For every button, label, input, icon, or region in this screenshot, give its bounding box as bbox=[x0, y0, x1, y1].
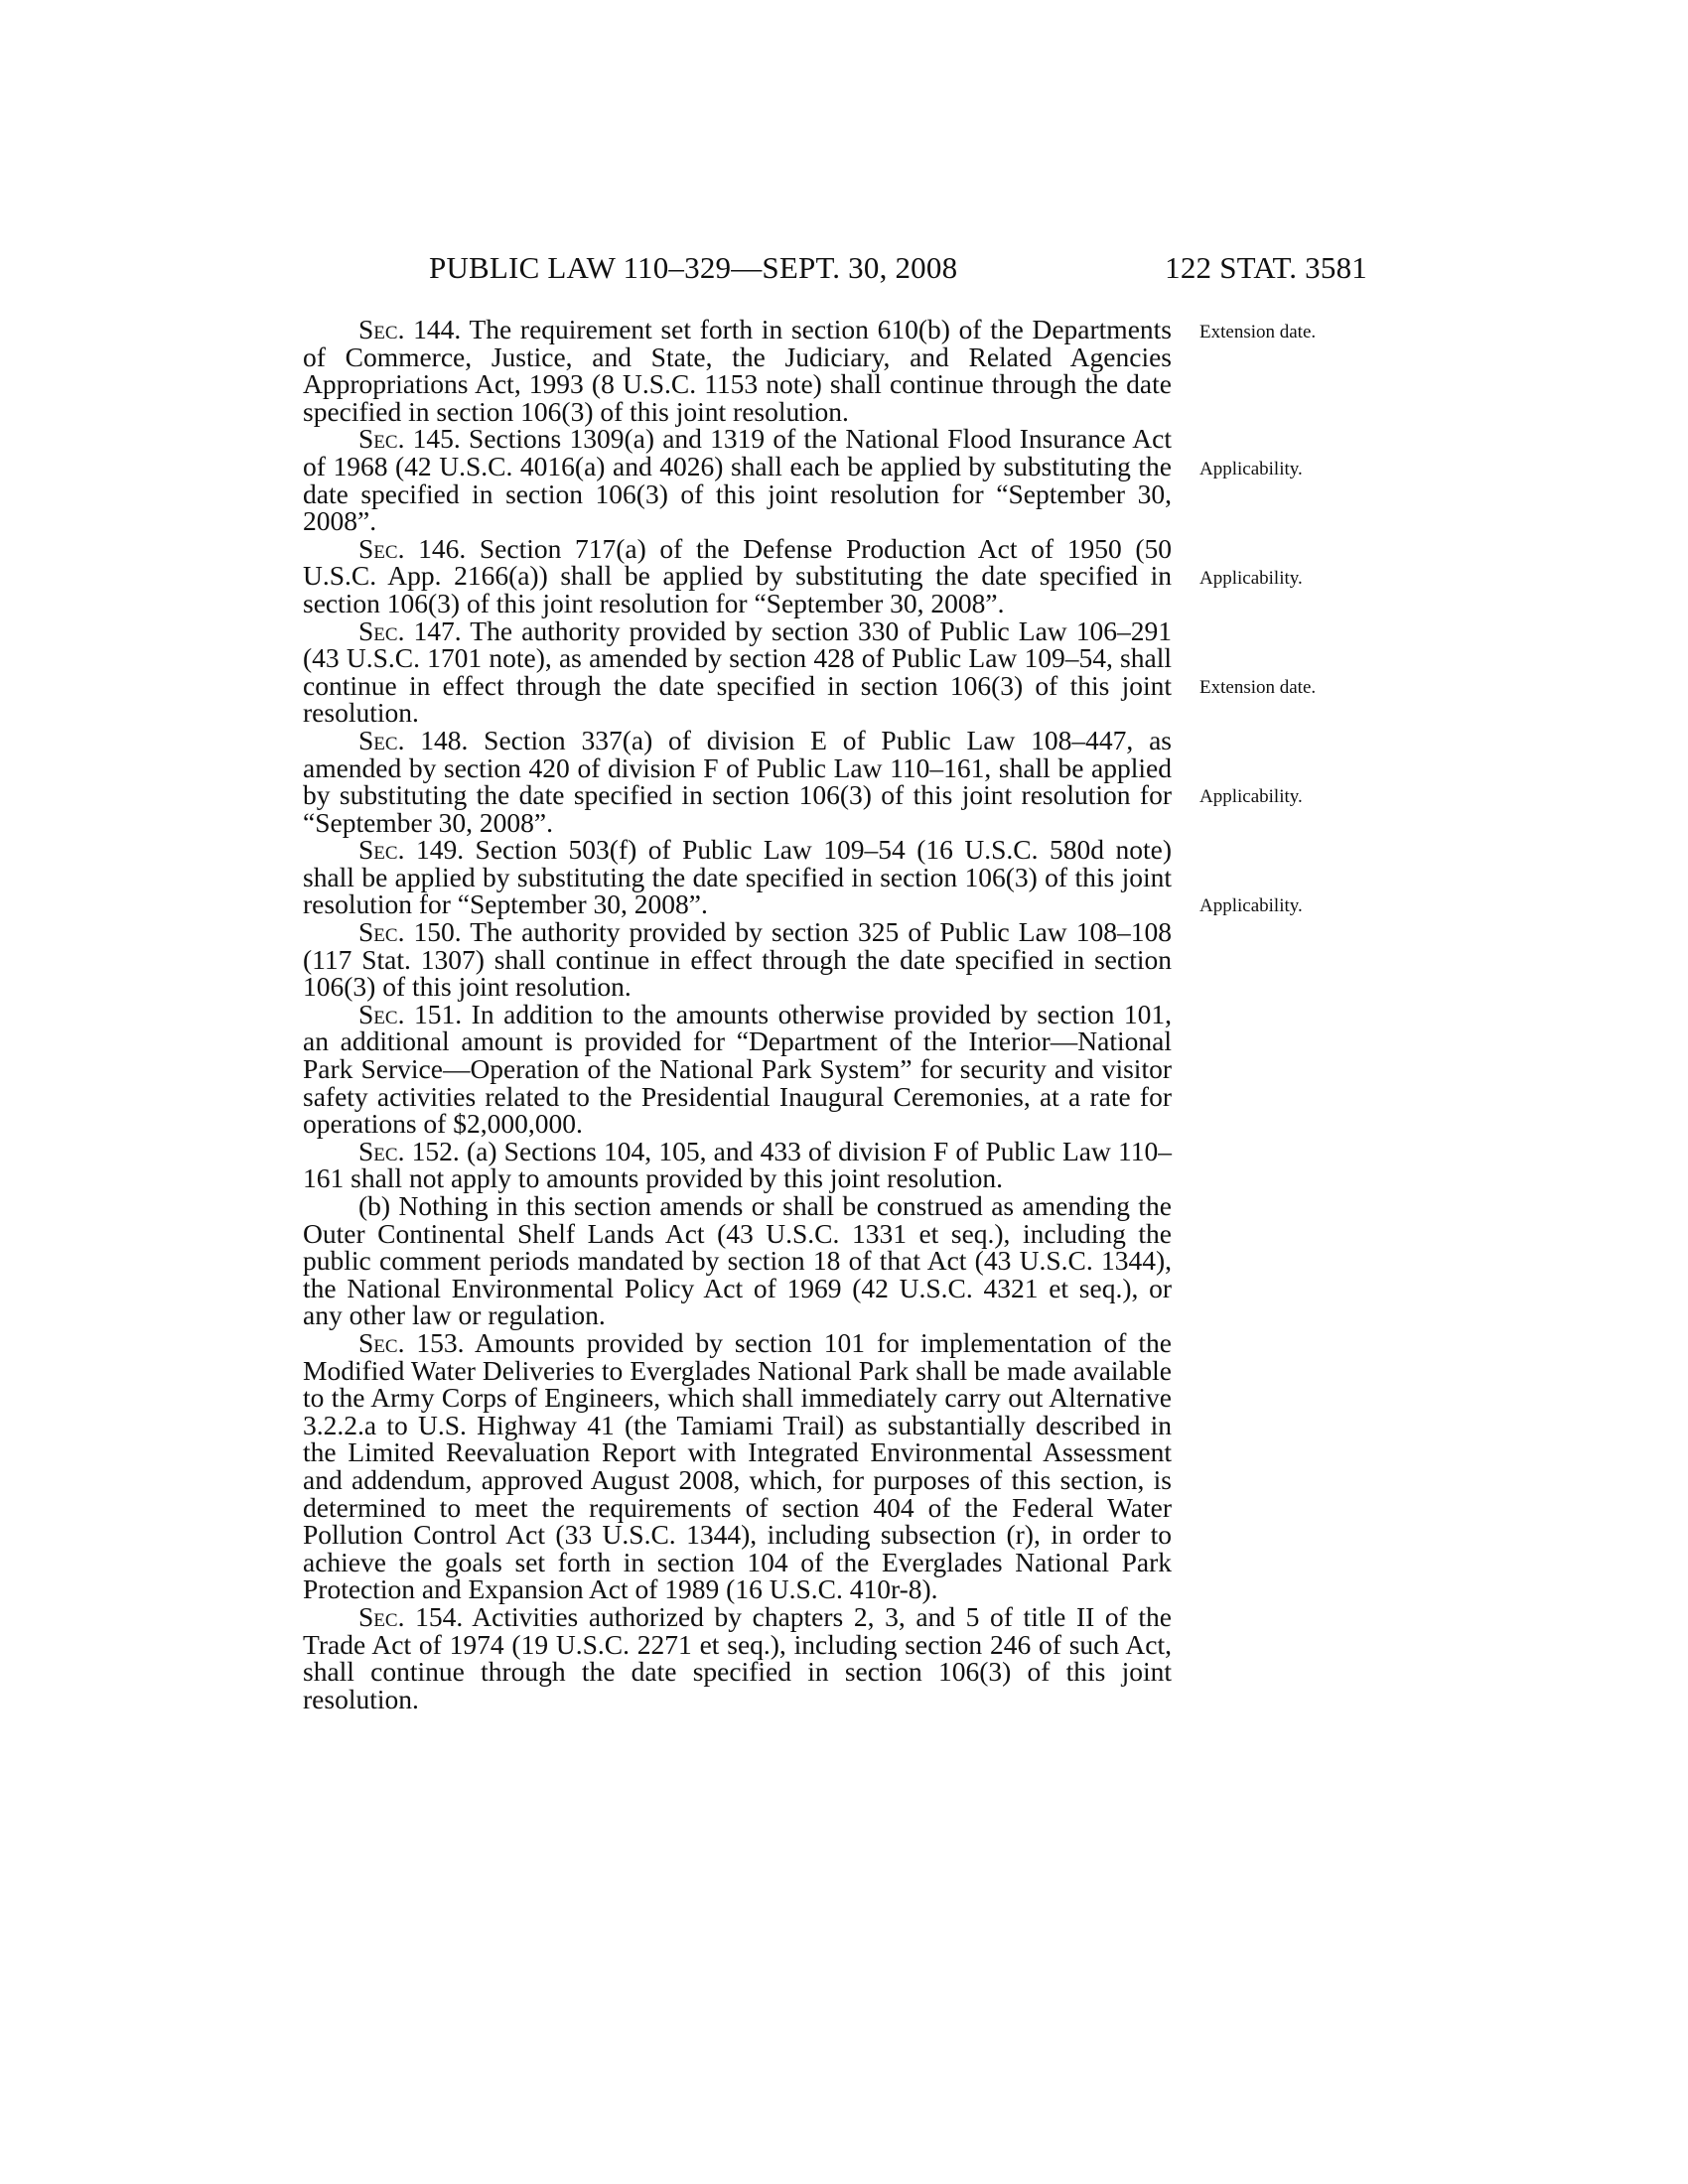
margin-note-extension-date: Extension date. bbox=[1199, 677, 1317, 698]
section-147: Sec. 147. The authority provided by section 330 of Public Law 106–291 (43 U.S.C. 1701 note), as amended by section 428 of Public Law 109–54, shall continue in effect through the date specified in section 106(3) of this joint resolution. bbox=[303, 614, 1172, 729]
section-153: Sec. 153. Amounts provided by section 101 for implementation of the Modified Water Deliveries to Everglades National Park shall be made available to the Army Corps of Engineers, which shall immediately carry out Alternative 3.2.2.a to U.S. Highway 41 (the Tamiami Trail) as substantially described in the Limited Reevaluation Report with Integrated Environmental Assessment and addendum, approved August 2008, which, for purposes of this section, is determined to meet the requirements of section 404 of the Federal Water Pollution Control Act (33 U.S.C. 1344), including subsection (r), in order to achieve the goals set forth in section 104 of the Everglades National Park Protection and Expansion Act of 1989 (16 U.S.C. 410r-8). bbox=[303, 1326, 1172, 1605]
section-145: Sec. 145. Sections 1309(a) and 1319 of the National Flood Insurance Act of 1968 (42 U.S.C. 4016(a) and 4026) shall each be applied by substituting the date specified in section 106(3) of this joint resolution for “September 30, 2008”. bbox=[303, 423, 1172, 537]
section-151: Sec. 151. In addition to the amounts otherwise provided by section 101, an additional amount is provided for “Department of the Interior—National Park Service—Operation of the National Park System” for security and visitor safety activities related to the Presidential Inaugural Ceremonies, at a rate for operations of $2,000,000. bbox=[303, 998, 1172, 1140]
section-148: Sec. 148. Section 337(a) of division E of Public Law 108–447, as amended by section 420 of division F of Public Law 110–161, shall be applied by substituting the date specified in section 106(3) of this joint resolution for “September 30, 2008”. bbox=[303, 724, 1172, 838]
section-146: Sec. 146. Section 717(a) of the Defense Production Act of 1950 (50 U.S.C. App. 2166(a)) shall be applied by substituting the date specified in section 106(3) of this joint resolution for “September 30, 2008”. bbox=[303, 532, 1172, 618]
margin-note-applicability: Applicability. bbox=[1199, 895, 1303, 916]
section-152b: (b) Nothing in this section amends or shall be construed as amending the Outer Continental Shelf Lands Act (43 U.S.C. 1331 et seq.), including the public comment periods mandated by section 18 of that Act (43 U.S.C. 1344), the National Environmental Policy Act of 1969 (42 U.S.C. 4321 et seq.), or any other law or regulation. bbox=[303, 1190, 1172, 1331]
section-144: Sec. 144. The requirement set forth in section 610(b) of the Departments of Commerce, Justice, and State, the Judiciary, and Related Agencies Appropriations Act, 1993 (8 U.S.C. 1153 note) shall continue through the date specified in section 106(3) of this joint resolution. bbox=[303, 314, 1172, 427]
margin-note-applicability: Applicability. bbox=[1199, 459, 1303, 479]
running-header bbox=[429, 250, 1367, 290]
section-154: Sec. 154. Activities authorized by chapters 2, 3, and 5 of title II of the Trade Act of 1974 (19 U.S.C. 2271 et seq.), including section 246 of such Act, shall continue through the date specified in section 106(3) of this joint resolution. bbox=[303, 1600, 1172, 1714]
margin-note-applicability: Applicability. bbox=[1199, 568, 1303, 589]
body-text bbox=[303, 316, 1172, 1712]
statute-page-number: 122 STAT. 3581 bbox=[1165, 250, 1367, 285]
section-150: Sec. 150. The authority provided by section 325 of Public Law 108–108 (117 Stat. 1307) shall continue in effect through the date specified in section 106(3) of this joint resolution. bbox=[303, 916, 1172, 1003]
margin-note-applicability: Applicability. bbox=[1199, 786, 1303, 807]
header-title: PUBLIC LAW 110–329—SEPT. 30, 2008 bbox=[429, 250, 958, 285]
section-149: Sec. 149. Section 503(f) of Public Law 109–54 (16 U.S.C. 580d note) shall be applied by substituting the date specified in section 106(3) of this joint resolution for “September 30, 2008”. bbox=[303, 834, 1172, 920]
margin-note-extension-date: Extension date. bbox=[1199, 322, 1317, 342]
section-152a: Sec. 152. (a) Sections 104, 105, and 433 of division F of Public Law 110–161 shall not apply to amounts provided by this joint resolution. bbox=[303, 1135, 1172, 1194]
